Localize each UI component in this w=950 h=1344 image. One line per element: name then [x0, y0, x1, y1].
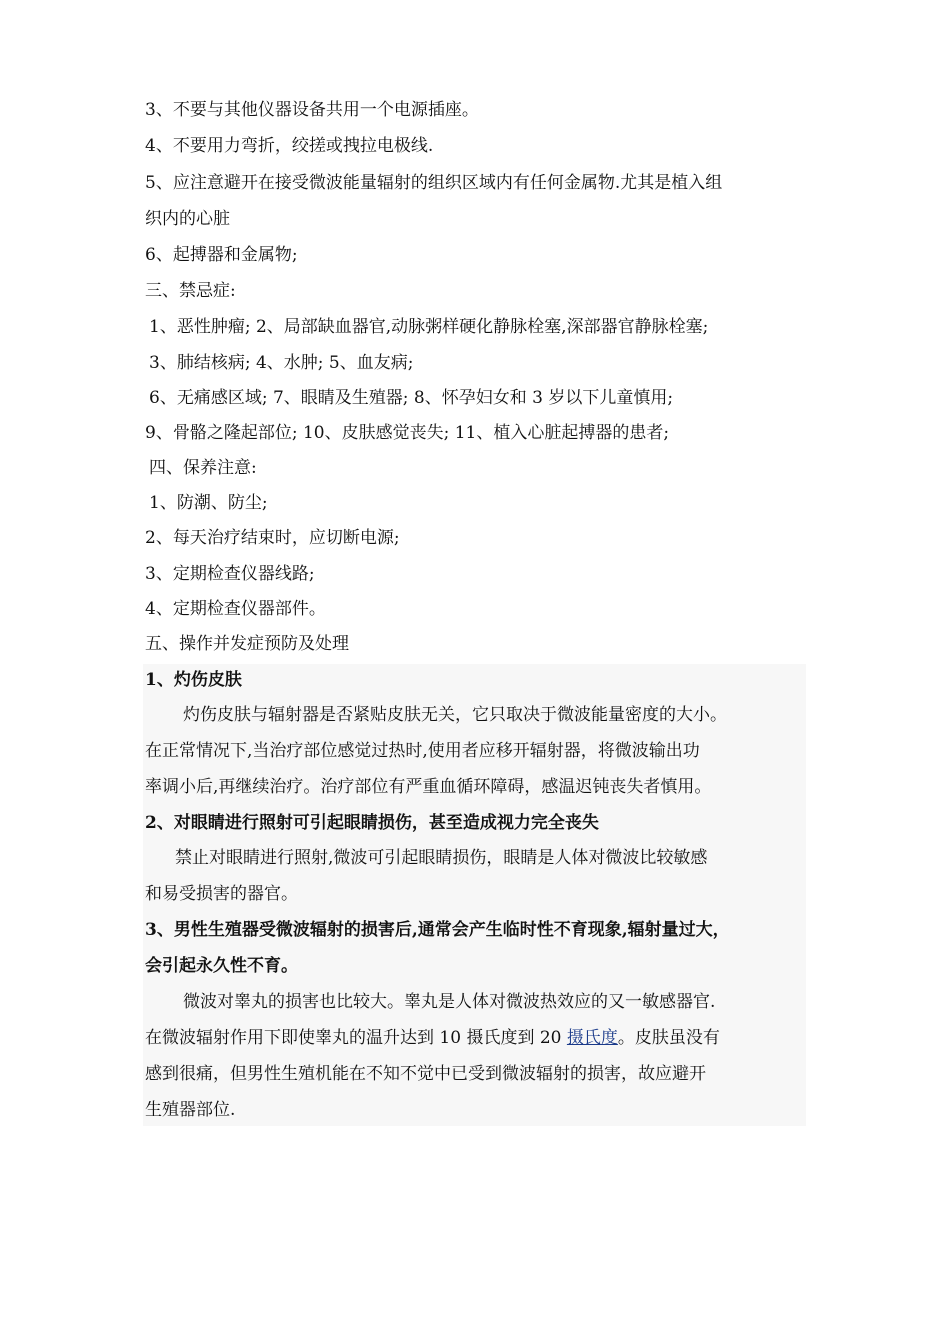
- paragraph-line: 生殖器部位.: [145, 1100, 236, 1120]
- paragraph-line: 和易受损害的器官。: [145, 884, 298, 904]
- paragraph-line: 3、定期检查仪器线路;: [145, 564, 315, 584]
- paragraph-line: 6、无痛感区域; 7、眼睛及生殖器; 8、怀孕妇女和 3 岁以下儿童慎用;: [149, 388, 674, 408]
- celsius-link[interactable]: 摄氏度: [566, 1028, 618, 1048]
- paragraph-line: 率调小后,再继续治疗。治疗部位有严重血循环障碍，感温迟钝丧失者慎用。: [145, 777, 712, 797]
- subsection-heading: 2、对眼睛进行照射可引起眼睛损伤，甚至造成视力完全丧失: [145, 813, 599, 833]
- paragraph-line: 1、防潮、防尘;: [149, 493, 268, 513]
- section-heading: 四、保养注意:: [149, 458, 257, 478]
- paragraph-line: 5、应注意避开在接受微波能量辐射的组织区域内有任何金属物.尤其是植入组: [145, 173, 723, 193]
- text-segment: 在微波辐射作用下即使睾丸的温升达到 10 摄氏度到 20: [145, 1028, 567, 1048]
- subsection-heading: 1、灼伤皮肤: [145, 670, 242, 690]
- paragraph-line: [145, 1020, 720, 1056]
- paragraph-line: 感到很痛，但男性生殖机能在不知不觉中已受到微波辐射的损害，故应避开: [145, 1064, 706, 1084]
- paragraph-line: 3、不要与其他仪器设备共用一个电源插座。: [145, 100, 479, 120]
- paragraph-line: 2、每天治疗结束时，应切断电源;: [145, 528, 400, 548]
- paragraph-line: 6、起搏器和金属物;: [145, 245, 298, 265]
- subsection-heading: 会引起永久性不育。: [145, 956, 298, 976]
- section-heading: 五、操作并发症预防及处理: [145, 634, 349, 654]
- paragraph-line: 灼伤皮肤与辐射器是否紧贴皮肤无关，它只取决于微波能量密度的大小。: [183, 705, 727, 725]
- paragraph-line: 4、定期检查仪器部件。: [145, 599, 326, 619]
- paragraph-line: 3、肺结核病; 4、水肿; 5、血友病;: [149, 353, 414, 373]
- paragraph-line: 禁止对眼睛进行照射,微波可引起眼睛损伤，眼睛是人体对微波比较敏感: [175, 848, 708, 868]
- subsection-heading: 3、男性生殖器受微波辐射的损害后,通常会产生临时性不育现象,辐射量过大，: [145, 920, 730, 940]
- paragraph-line: 微波对睾丸的损害也比较大。睾丸是人体对微波热效应的又一敏感器官.: [183, 992, 716, 1012]
- text-segment: 。皮肤虽没有: [617, 1028, 720, 1048]
- paragraph-line: 1、恶性肿瘤; 2、局部缺血器官,动脉粥样硬化静脉栓塞,深部器官静脉栓塞;: [149, 317, 709, 337]
- section-heading: 三、禁忌症:: [145, 281, 236, 301]
- paragraph-line: 织内的心脏: [145, 209, 230, 229]
- paragraph-line: 9、骨骼之隆起部位; 10、皮肤感觉丧失; 11、植入心脏起搏器的患者;: [145, 423, 670, 443]
- paragraph-line: 在正常情况下,当治疗部位感觉过热时,使用者应移开辐射器，将微波输出功: [145, 741, 700, 761]
- paragraph-line: 4、不要用力弯折，绞搓或拽拉电极线.: [145, 136, 434, 156]
